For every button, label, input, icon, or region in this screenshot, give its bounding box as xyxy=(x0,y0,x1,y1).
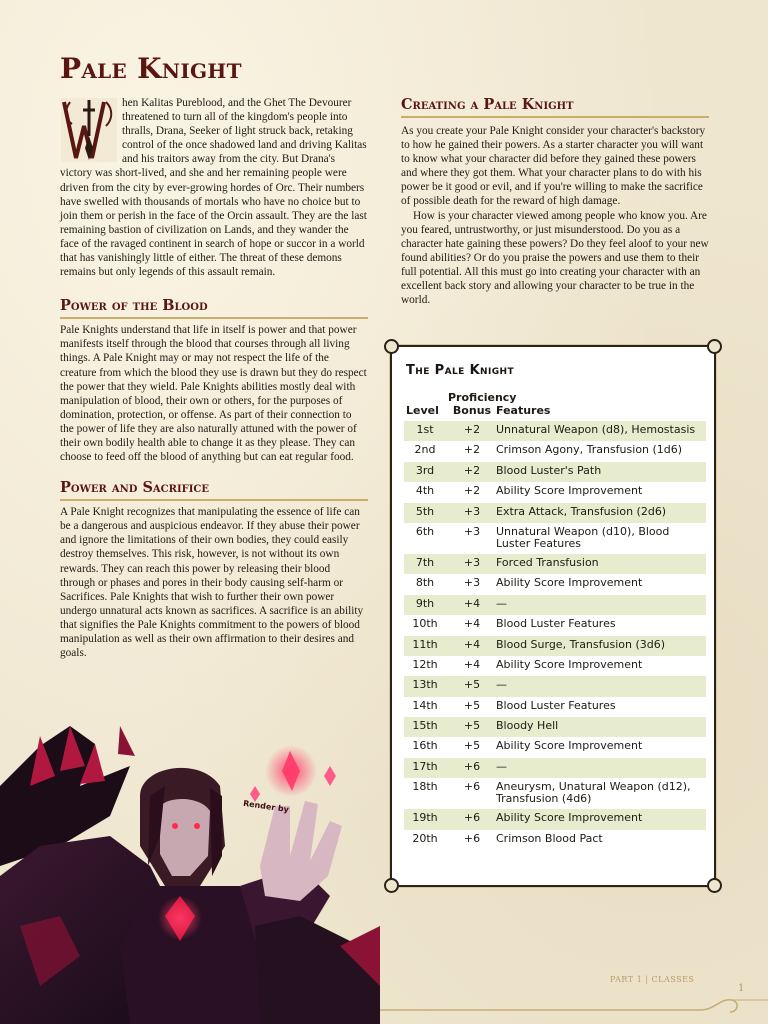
features-cell: — xyxy=(496,759,507,773)
bonus-cell: +5 xyxy=(463,698,481,712)
bonus-cell: +2 xyxy=(463,484,481,498)
creating-paragraph-2: How is your character viewed among people who know you. Are you feared, untrustworthy, or just misunderstood. Do you as a character hate gaining these powers? Do they feel aloof to your new found abilities? Or do you praise the powers and use them to their full potential. All this must go into creating your character with an excellent back story and allowing your character to be true in the world. xyxy=(401,209,709,307)
left-column xyxy=(60,96,368,660)
features-cell: Unnatural Weapon (d8), Hemostasis xyxy=(496,423,696,436)
pale-knight-character-art xyxy=(0,726,380,1024)
bonus-cell: +3 xyxy=(463,555,481,569)
table-row xyxy=(404,441,706,461)
right-column xyxy=(401,96,709,307)
frame-corner-ornament xyxy=(707,878,722,893)
table-row xyxy=(404,595,706,615)
features-cell: Extra Attack, Transfusion (2d6) xyxy=(496,504,667,518)
table-row xyxy=(404,482,706,502)
level-cell: 1st xyxy=(416,423,434,436)
bonus-cell: +3 xyxy=(463,524,481,538)
table-row xyxy=(404,830,706,850)
section-heading-creating: Creating a Pale Knight xyxy=(401,96,709,118)
frame-corner-ornament xyxy=(384,878,399,893)
features-cell: Blood Luster's Path xyxy=(496,463,602,477)
features-cell: Blood Surge, Transfusion (3d6) xyxy=(496,637,666,651)
bonus-cell: +2 xyxy=(463,463,481,477)
features-cell: — xyxy=(496,678,507,692)
table-title: The Pale Knight xyxy=(406,363,514,378)
level-cell: 8th xyxy=(415,576,435,590)
frame-corner-ornament xyxy=(707,339,722,354)
level-cell: 15th xyxy=(412,719,438,733)
bonus-cell: +4 xyxy=(463,596,481,610)
level-cell: 10th xyxy=(412,617,438,631)
table-row xyxy=(404,676,706,696)
power-of-blood-paragraph: Pale Knights understand that life in itself is power and that power manifests itself through the blood that courses through all living things. A Pale Knight may or may not respect the life of the creature from which the blood they use is drawn but they do respect the power that they wield. Pale Knights abilities mostly deal with manipulation of blood, their own or others, for the purposes of domination, protection, or offense. As part of their connection to the power of life they are also naturally attuned with the power of their own bodily health able to change it as they please. They can choose to feed off the blood of anything but can eat regular food. xyxy=(60,324,367,464)
table-row xyxy=(404,717,706,737)
section-heading-power-of-blood: Power of the Blood xyxy=(60,297,368,319)
table-row xyxy=(404,503,706,523)
table-row xyxy=(404,697,706,717)
bonus-cell: +6 xyxy=(463,811,481,825)
level-cell: 9th xyxy=(415,596,435,610)
class-table xyxy=(404,389,706,850)
table-row xyxy=(404,656,706,676)
level-cell: 2nd xyxy=(414,443,436,457)
table-body xyxy=(404,421,706,850)
level-cell: 14th xyxy=(412,698,438,712)
header-bonus: Bonus xyxy=(452,404,492,417)
features-cell: Ability Score Improvement xyxy=(496,657,643,671)
creating-paragraph-1: As you create your Pale Knight consider your character's backstory to how he gained their powers. As a starter character you will want to know what your character did before they gained these powers and where they got them. What your character plans to do with his power be it good or evil, and if you're willing to make the sacrifice of possible death for the reward of high damage. xyxy=(401,125,706,208)
intro-text: hen Kalitas Pureblood, and the Ghet The Devourer threatened to turn all of the kingdom's people into thralls, Drana, Seeker of light struck back, retaking control of the once shadowed land and driving Kalitas and his traitors away from the city. But Drana's victory was short-lived, and she and her remaining people were driven from the city by ever-growing hordes of Orc. Their numbers have swelled with thousands of mortals who have no choice but to join them or perish in the face of the Orcin assault. They are the last remaining bastion of civilization on Lands, and they wander the face of the ravaged continent in search of hope or succor in a world that has vanishingly little of either. The threat of these demons remains but only legends of this assault remain. xyxy=(60,97,367,279)
features-cell: Crimson Blood Pact xyxy=(496,831,603,845)
bonus-cell: +6 xyxy=(463,759,481,773)
table-header-row xyxy=(404,389,706,421)
features-cell: Crimson Agony, Transfusion (1d6) xyxy=(496,443,683,457)
level-cell: 4th xyxy=(415,484,435,498)
table-row xyxy=(404,462,706,482)
level-cell: 13th xyxy=(412,678,438,692)
page-title: Pale Knight xyxy=(60,52,242,85)
features-cell: Blood Luster Features xyxy=(496,698,616,712)
table-row xyxy=(404,554,706,574)
header-features: Features xyxy=(496,404,551,417)
features-cell: Ability Score Improvement xyxy=(496,484,643,498)
bonus-cell: +5 xyxy=(463,719,481,733)
level-cell: 6th xyxy=(415,524,435,538)
bonus-cell: +5 xyxy=(463,739,481,753)
page-number: 1 xyxy=(738,983,745,994)
bonus-cell: +3 xyxy=(463,576,481,590)
level-cell: 16th xyxy=(412,739,438,753)
table-row xyxy=(404,421,706,441)
section-heading-power-and-sacrifice: Power and Sacrifice xyxy=(60,479,368,501)
table-row xyxy=(404,574,706,594)
table-row xyxy=(404,737,706,757)
bonus-cell: +3 xyxy=(463,504,481,518)
level-cell: 17th xyxy=(412,759,438,773)
render-credit: Render by xyxy=(242,798,290,815)
bonus-cell: +6 xyxy=(463,780,481,794)
bonus-cell: +4 xyxy=(463,637,481,651)
features-cell: Ability Score Improvement xyxy=(496,576,643,590)
bonus-cell: +6 xyxy=(463,831,481,845)
bonus-cell: +4 xyxy=(463,657,481,671)
features-cell: Forced Transfusion xyxy=(496,555,599,569)
table-row xyxy=(404,615,706,635)
features-cell: Bloody Hell xyxy=(496,719,559,733)
features-cell: Blood Luster Features xyxy=(496,617,616,631)
class-table-box xyxy=(390,345,716,887)
table-row xyxy=(404,523,706,554)
table-row xyxy=(404,778,706,809)
header-level: Level xyxy=(406,404,439,417)
bonus-cell: +4 xyxy=(463,617,481,631)
bonus-cell: +2 xyxy=(463,443,481,457)
header-proficiency: Proficiency xyxy=(448,391,517,404)
frame-corner-ornament xyxy=(384,339,399,354)
level-cell: 5th xyxy=(415,504,435,518)
table-row xyxy=(404,636,706,656)
level-cell: 11th xyxy=(412,637,438,651)
features-cell: Aneurysm, Unatural Weapon (d12), Transfusion (4d6) xyxy=(496,780,691,806)
footer-section-label: PART 1 | CLASSES xyxy=(610,975,695,984)
features-cell: Ability Score Improvement xyxy=(496,811,643,825)
footer-ornament xyxy=(380,990,768,1024)
level-cell: 20th xyxy=(412,831,438,845)
bonus-cell: +2 xyxy=(463,423,481,436)
level-cell: 18th xyxy=(412,780,438,794)
level-cell: 19th xyxy=(412,811,438,825)
drop-cap-w-icon xyxy=(60,96,118,164)
level-cell: 3rd xyxy=(415,463,435,477)
table-row xyxy=(404,809,706,829)
bonus-cell: +5 xyxy=(463,678,481,692)
level-cell: 7th xyxy=(415,555,435,569)
level-cell: 12th xyxy=(412,657,438,671)
features-cell: — xyxy=(496,596,507,610)
features-cell: Unnatural Weapon (d10), Blood Luster Features xyxy=(496,524,670,550)
table-row xyxy=(404,758,706,778)
power-and-sacrifice-paragraph: A Pale Knight recognizes that manipulating the essence of life can be a dangerous and auspicious endeavor. If they abuse their power and ignore the limitations of their own bodies, they could easily destroy themselves. This risk, however, is not without its own rewards. They can reach this power by releasing their blood through or phases and pores in their body causing self-harm or Sacrifices. Pale Knights that wish to further their own power undergo unnatural acts known as sacrifices. A sacrifice is an ability that signifies the Pale Knights commitment to the powers of blood manipulation as well as their own affirmation to their desires and goals. xyxy=(60,506,364,660)
features-cell: Ability Score Improvement xyxy=(496,739,643,753)
